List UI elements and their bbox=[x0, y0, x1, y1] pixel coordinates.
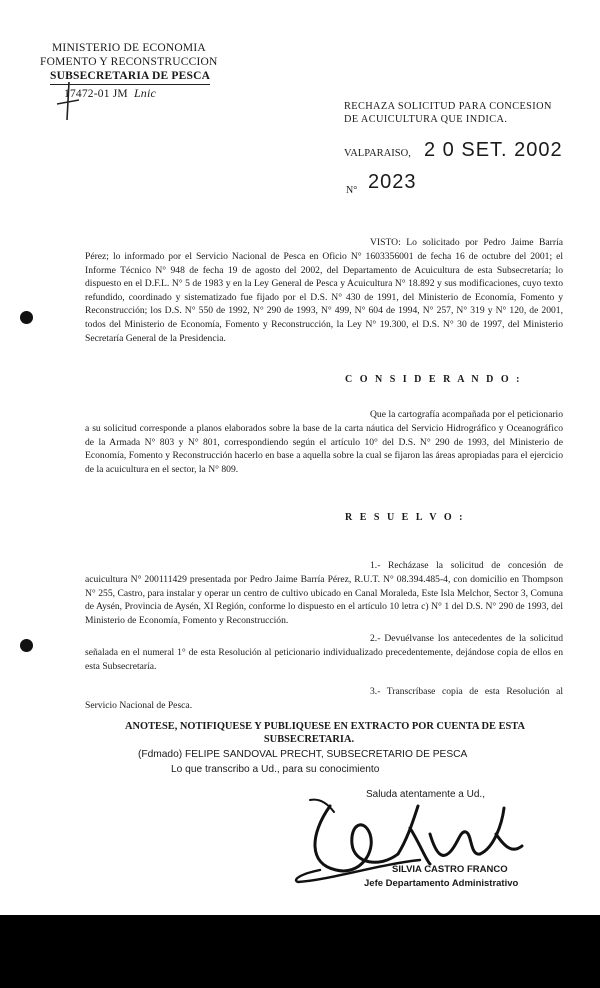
closing-order-line-2: SUBSECRETARIA. bbox=[263, 734, 355, 745]
subject-block bbox=[344, 100, 552, 126]
ministry-line: MINISTERIO DE ECONOMIA bbox=[52, 42, 206, 54]
transcribe-line: Lo que transcribo a Ud., para su conocimiento bbox=[171, 764, 380, 775]
visto-body: Pérez; lo informado por el Servicio Nacional de Pesca en Oficio N° 1603356001 de fecha 16 de octubre del 2001; el Informe Técnico N° 948 de fecha 19 de agosto del 2002, del Departamento de Acuicultura de esta Subsecretaría; lo dispuesto en el D.F.L. N° 5 de 1983 y en la Ley General de Pesca y Acuicultura N° 18.892 y sus modificaciones, cuyo texto refundido, coordinado y sistematizado fue fijado por el D.S. N° 430 de 1991, del Ministerio de Economía, Fomento y Reconstrucción; los D.S. N° 550 de 1992, N° 290 de 1993, N° 499, N° 604 de 1994, N° 257, N° 319 y N° 120, de 2001, todos del Ministerio de Economía, Fomento y Reconstrucción, la Ley N° 19.300, el D.S. N° 30 de 1997, del Ministerio Secretaría General de la Presidencia. bbox=[85, 251, 563, 344]
resolution-number: 2023 bbox=[368, 171, 417, 193]
signed-by: (Fdmado) FELIPE SANDOVAL PRECHT, SUBSECRETARIO DE PESCA bbox=[138, 749, 468, 760]
number-label: N° bbox=[346, 185, 358, 196]
visto-lead: VISTO: Lo solicitado por Pedro Jaime Barría bbox=[370, 237, 563, 248]
punch-hole-icon bbox=[20, 311, 33, 324]
handwritten-initials: Lnic bbox=[133, 86, 157, 100]
closing-order-line-1: ANOTESE, NOTIFIQUESE Y PUBLIQUESE EN EXTRACTO POR CUENTA DE ESTA bbox=[125, 721, 525, 732]
resuelvo-item-1-body: acuicultura N° 200111429 presentada por Pedro Jaime Barría Pérez, R.U.T. N° 08.394.485-4, con domicilio en Thompson N° 255, Castro, para instalar y operar un centro de cultivo ubicado en Canal Moraleda, Este Isla Melchor, Sector 3, Comuna de Aysén, Provincia de Aysén, XI Región, conforme lo dispuesto en el artículo 10 letra c) N° 1 del D.S. N° 290 de 1993, del Ministerio de Economía, Fomento y Reconstrucción. bbox=[85, 574, 563, 626]
scan-border bbox=[0, 915, 600, 988]
signatory-title: Jefe Departamento Administrativo bbox=[364, 878, 519, 889]
resuelvo-item-3-lead: 3.- Transcríbase copia de esta Resolución al bbox=[370, 686, 563, 697]
resuelvo-item-3-body: Servicio Nacional de Pesca. bbox=[85, 700, 193, 711]
subject-line-1: RECHAZA SOLICITUD PARA CONCESION bbox=[344, 101, 552, 112]
city-label: VALPARAISO, bbox=[344, 148, 411, 159]
cross-mark-icon bbox=[55, 80, 81, 122]
resuelvo-heading: R E S U E L V O : bbox=[345, 512, 465, 523]
subject-line-2: DE ACUICULTURA QUE INDICA. bbox=[344, 114, 508, 125]
resuelvo-item-2-body: señalada en el numeral 1° de esta Resolución al peticionario individualizado precedentemente, dejándose copia de ellos en esta Subsecretaría. bbox=[85, 647, 563, 672]
reference-code: 17472-01 JM Lnic bbox=[64, 86, 157, 100]
closing-order bbox=[0, 720, 600, 746]
resuelvo-item-2-lead: 2.- Devuélvanse los antecedentes de la solicitud bbox=[370, 633, 563, 644]
considerando-lead: Que la cartografía acompañada por el peticionario bbox=[370, 409, 563, 420]
ministry-subline: FOMENTO Y RECONSTRUCCION bbox=[40, 56, 218, 68]
resuelvo-item-1-lead: 1.- Recházase la solicitud de concesión de bbox=[370, 560, 563, 571]
date-stamp: 2 0 SET. 2002 bbox=[424, 139, 563, 161]
signatory-name: SILVIA CASTRO FRANCO bbox=[392, 864, 508, 875]
considerando-body: a su solicitud corresponde a planos elaborados sobre la base de la carta náutica del Servicio Hidrográfico y Oceanográfico de la Armada N° 803 y N° 801, correspondiendo según el artículo 10° del D.S. N° 290 de 1993, del Ministerio de Economía, Fomento y Reconstrucción hacerlo en base a aquella sobre la cual se fijaron las áreas apropiadas para el ejercicio de la acuicultura en el sector, la N° 809. bbox=[85, 423, 563, 475]
punch-hole-icon bbox=[20, 639, 33, 652]
considerando-heading: C O N S I D E R A N D O : bbox=[345, 374, 522, 385]
greeting: Saluda atentamente a Ud., bbox=[366, 789, 485, 800]
subsecretaria-line: SUBSECRETARIA DE PESCA bbox=[50, 70, 210, 85]
